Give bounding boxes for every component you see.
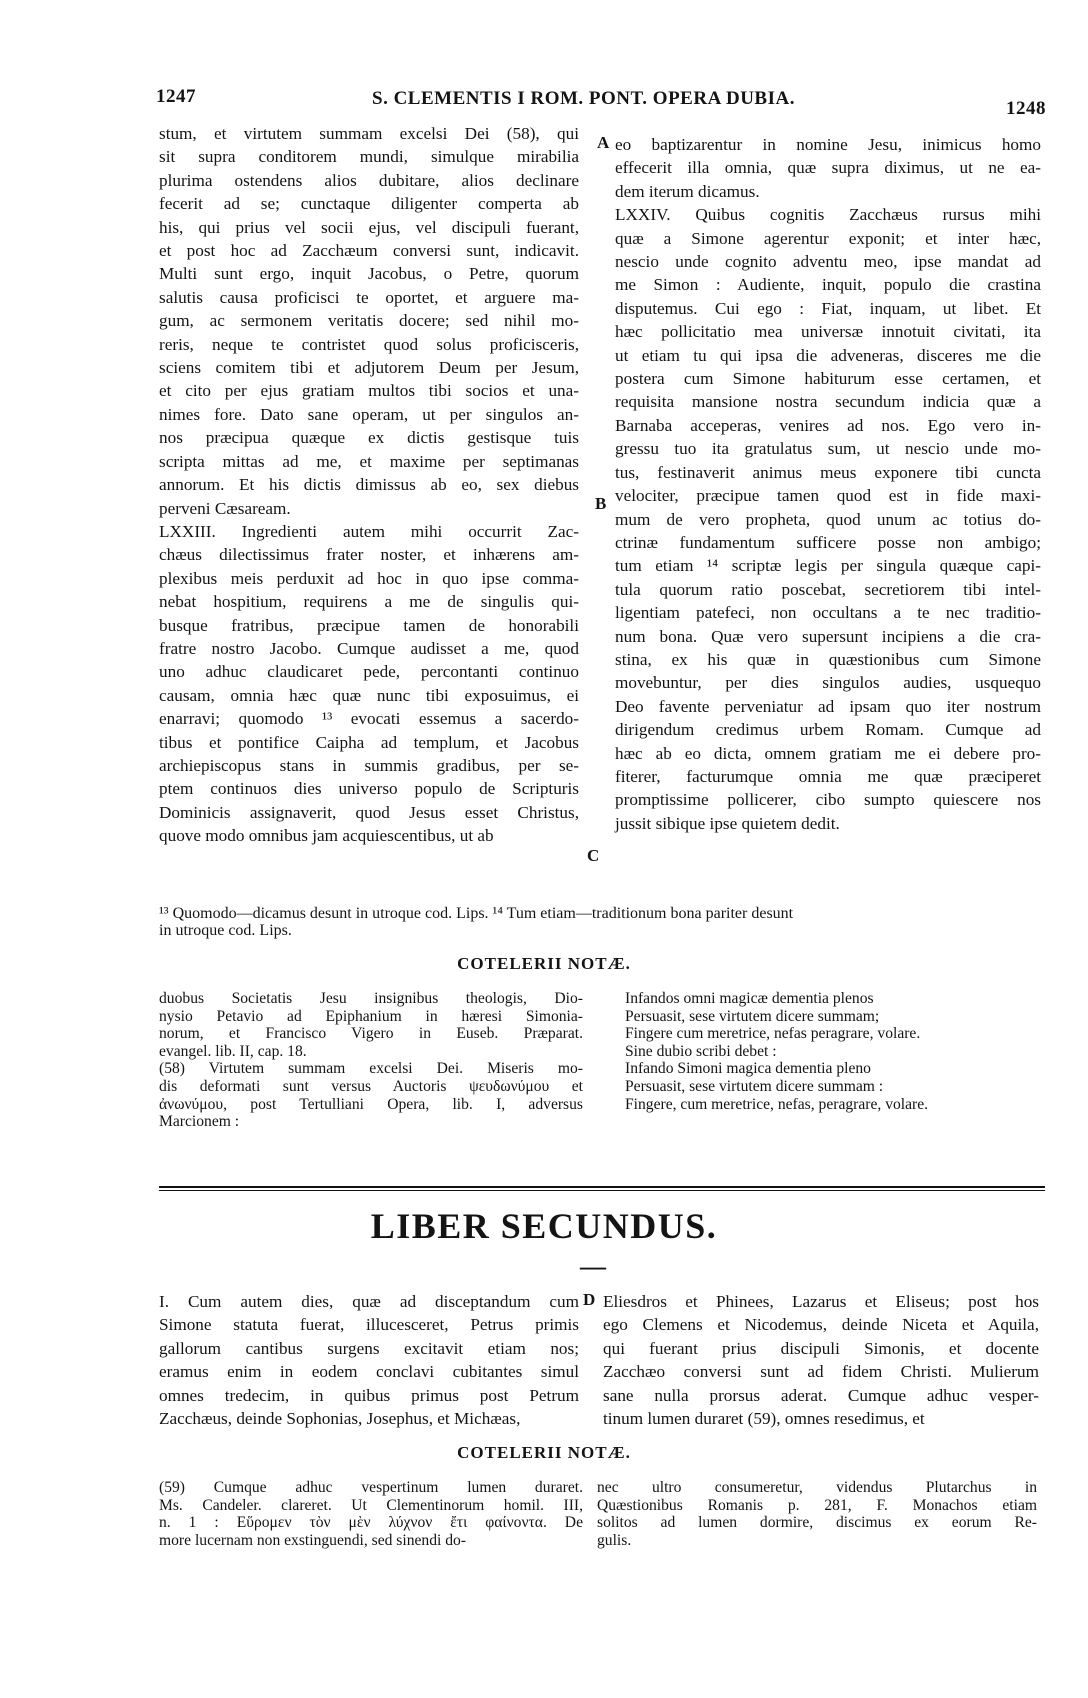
text-line: perveni Cæsaream. <box>159 498 291 518</box>
text-line: disputemus. Cui ego : Fiat, inquam, ut libet. Et <box>615 298 1041 318</box>
text-line: et cito per ejus gratiam multos tibi socios et una- <box>159 381 579 401</box>
notes-title-1: COTELERII NOTÆ. <box>457 954 631 973</box>
text-line: Ms. Candeler. clareret. Ut Clementinorum homil. III, <box>159 1496 583 1514</box>
text-line: gressu tuo ita gratulatus sum, ut nescio unde mo- <box>615 439 1041 459</box>
text-line: effecerit illa omnia, quæ supra diximus, ut ne ea- <box>615 158 1041 178</box>
text-line: n. 1 : Εὕρομεν τὸν μὲν λύχνον ἔτι φαίνοντα. De <box>159 1514 583 1532</box>
text-line: busque fratribus, præcipue tamen de honorabili <box>159 615 579 635</box>
page-number-left: 1247 <box>156 86 196 107</box>
text-line: LXXIII. Ingredienti autem mihi occurrit Zac- <box>159 521 579 541</box>
text-line: ligentiam patefeci, non occultans a te nec traditio- <box>615 603 1041 623</box>
footnote-text-1: ¹³ Quomodo—dicamus desunt in utroque cod. Lips. ¹⁴ Tum etiam—traditionum bona pariter desunt <box>159 905 794 922</box>
text-line: Persuasit, sese virtutem dicere summam; <box>625 1007 880 1025</box>
margin-letter-a: A <box>597 133 610 152</box>
text-line: postera cum Simone habiturum esse certamen, et <box>615 369 1041 389</box>
text-line: plexibus meis perduxit ad hoc in quo ipse comma- <box>159 568 579 588</box>
text-line: movebuntur, per dies singulos audies, usquequo <box>615 673 1041 693</box>
text-line: fecerit ad se; cunctaque diligenter comperta ab <box>159 194 579 214</box>
text-line: annorum. Et his dictis dimissus ab eo, sex diebus <box>159 475 579 495</box>
text-line: (59) Cumque adhuc vespertinum lumen duraret. <box>159 1479 583 1496</box>
text-line: num bona. Quæ vero supersunt incipiens a die cra- <box>615 626 1041 646</box>
text-line: tibus et pontifice Caipha ad templum, et Jacobus <box>159 732 579 752</box>
margin-letter-d: D <box>583 1290 596 1309</box>
text-line: gallorum cantibus surgens excitavit etiam nos; <box>159 1338 579 1358</box>
text-line: gulis. <box>597 1531 632 1549</box>
running-title: S. CLEMENTIS I ROM. PONT. OPERA DUBIA. <box>372 88 795 109</box>
text-line: sane nulla prorsus aderat. Cumque adhuc vesper- <box>603 1385 1039 1405</box>
text-line: Infando Simoni magica dementia pleno <box>625 1060 871 1078</box>
text-line: quove modo omnibus jam acquiescentibus, ut ab <box>159 826 494 846</box>
text-line: nos præcipua quæque ex dictis gestisque tuis <box>159 428 579 448</box>
notes-1-left-column <box>159 990 583 1131</box>
text-line: Quæstionibus Romanis p. 281, F. Monachos etiam <box>597 1496 1037 1514</box>
text-line: chæus dilectissimus frater noster, et inhærens am- <box>159 545 579 565</box>
body-top-right-column <box>615 133 1041 835</box>
body-top-left-column <box>159 122 579 848</box>
text-line: archiepiscopus stans in summis gradibus, per se- <box>159 755 579 775</box>
text-line: Sine dubio scribi debet : <box>625 1042 777 1060</box>
text-line: Zacchæus, deinde Sophonias, Josephus, et Michæas, <box>159 1409 521 1429</box>
text-line: Fingere cum meretrice, nefas peragrare, volare. <box>625 1025 921 1043</box>
text-line: more lucernam non exstinguendi, sed sinendi do- <box>159 1531 467 1549</box>
text-line: ut etiam tu qui ipsa die adveneras, disceres me die <box>615 345 1041 365</box>
text-line: scripta mittas ad me, et maxime per septimanas <box>159 451 579 471</box>
book-title: LIBER SECUNDUS. <box>370 1206 718 1246</box>
text-line: salutis causa proficisci te oportet, et arguere ma- <box>159 287 579 307</box>
notes-title-2: COTELERII NOTÆ. <box>457 1443 631 1462</box>
text-line: hæc ab eo dicta, omnem gratiam me ei debere pro- <box>615 743 1041 763</box>
text-line: his, qui prius vel socii ejus, vel discipuli fuerant, <box>159 217 579 237</box>
text-line: Dominicis assignaverit, quod Jesus esset Christus, <box>159 802 579 822</box>
text-line: stum, et virtutem summam excelsi Dei (58), qui <box>159 124 579 143</box>
text-line: promptissime pollicerer, cibo sumpto quiescere nos <box>615 790 1041 810</box>
text-line: norum, et Francisco Vigero in Euseb. Præparat. <box>159 1025 583 1043</box>
text-line: tula quorum ratio poscebat, secretiorem tibi intel- <box>615 579 1041 599</box>
text-line: quæ a Simone agerentur exponit; et inter hæc, <box>615 228 1041 248</box>
text-line: Zacchæo conversi sunt ad fidem Christi. Mulierum <box>603 1362 1039 1382</box>
notes-1-right-column <box>625 990 1045 1113</box>
notes-2-left-column <box>159 1479 583 1549</box>
text-line: nescio unde cognito adventu meo, ipse mandat ad <box>615 252 1041 272</box>
text-line: nysio Petavio ad Epiphanium in hæresi Simonia- <box>159 1007 583 1025</box>
body-bottom-right-column <box>603 1290 1039 1430</box>
text-line: dem iterum dicamus. <box>615 181 760 201</box>
text-line: reris, neque te contristet quod solus proficisceris, <box>159 334 579 354</box>
text-line: hæc pollicitatio mea universæ innotuit civitati, ita <box>615 322 1041 342</box>
text-line: plurima ostendens alios dubitare, alios declinare <box>159 170 579 190</box>
text-line: Marcionem : <box>159 1113 240 1131</box>
text-line: sciens comitem tibi et adjutorem Deum per Jesum, <box>159 358 579 378</box>
text-line: jussit sibique ipse quietem dedit. <box>615 813 840 833</box>
margin-letter-c: C <box>587 846 600 865</box>
text-line: sit supra conditorem mundi, simulque mirabilia <box>159 147 579 167</box>
text-line: LXXIV. Quibus cognitis Zacchæus rursus mihi <box>615 205 1041 225</box>
text-line: ptem continuos dies universo populo de Scripturis <box>159 779 579 799</box>
text-line: stina, ex his quæ in quæstionibus cum Simone <box>615 649 1041 669</box>
text-line: nimes fore. Dato sane operam, ut per singulos an- <box>159 404 579 424</box>
text-line: mum de vero propheta, quod unum ac totius do- <box>615 509 1041 529</box>
text-line: et post hoc ad Zacchæum conversi sunt, indicavit. <box>159 241 579 261</box>
text-line: velociter, præcipue tamen quod est in fide maxi- <box>615 486 1041 506</box>
text-line: eo baptizarentur in nomine Jesu, inimicus homo <box>615 135 1041 154</box>
body-bottom-left-column <box>159 1290 579 1430</box>
text-line: Infandos omni magicæ dementia plenos <box>625 990 874 1007</box>
text-line: nebat hospitium, requirens a me de singulis qui- <box>159 592 579 612</box>
footnote-line-1 <box>159 905 1039 923</box>
title-dash: — <box>580 1252 606 1281</box>
text-line: ἀνωνύμου, post Tertulliani Opera, lib. I, adversus <box>159 1095 583 1113</box>
text-line: Barnaba acceperas, venires ad nos. Ego vero in- <box>615 415 1041 435</box>
text-line: ctrinæ fundamentum sufficere posse non ambigo; <box>615 532 1041 552</box>
text-line: Fingere, cum meretrice, nefas, peragrare, volare. <box>625 1095 929 1113</box>
page-number-right: 1248 <box>1006 98 1046 119</box>
text-line: qui fuerant prius discipuli Simonis, et docente <box>603 1338 1039 1358</box>
text-line: eramus enim in eodem conclavi cubitantes simul <box>159 1362 579 1382</box>
text-line: fratre nostro Jacobo. Cumque audisset a me, quod <box>159 638 579 658</box>
text-line: (58) Virtutem summam excelsi Dei. Miseris mo- <box>159 1060 583 1078</box>
text-line: solitos ad lumen dormire, discimus ex eorum Re- <box>597 1514 1037 1532</box>
text-line: evangel. lib. II, cap. 18. <box>159 1042 307 1060</box>
text-line: me Simon : Audiente, inquit, populo die crastina <box>615 275 1041 295</box>
text-line: I. Cum autem dies, quæ ad disceptandum cum <box>159 1292 579 1311</box>
text-line: dirigendum credimus urbem Romam. Cumque ad <box>615 720 1041 740</box>
footnote-line-2: in utroque cod. Lips. <box>159 922 292 939</box>
text-line: Persuasit, sese virtutem dicere summam : <box>625 1077 884 1095</box>
text-line: tinum lumen duraret (59), omnes resedimus, et <box>603 1409 925 1429</box>
text-line: tus, festinaverit animus meus exponere tibi cuncta <box>615 462 1041 482</box>
text-line: dis deformati sunt versus Auctoris ψευδωνύμου et <box>159 1077 583 1095</box>
text-line: Multi sunt ergo, inquit Jacobus, o Petre, quorum <box>159 264 579 284</box>
text-line: omnes tredecim, in quibus primus post Petrum <box>159 1385 579 1405</box>
section-divider <box>159 1186 1045 1188</box>
margin-letter-b: B <box>595 494 607 513</box>
text-line: duobus Societatis Jesu insignibus theologis, Dio- <box>159 990 583 1007</box>
text-line: fiterer, facturumque omnia me quæ præciperet <box>615 766 1041 786</box>
text-line: Simone statuta fuerat, illucesceret, Petrus primis <box>159 1315 579 1335</box>
text-line: tum etiam ¹⁴ scriptæ legis per singula quæque capi- <box>615 556 1041 576</box>
text-line: enarravi; quomodo ¹³ evocati essemus a sacerdo- <box>159 709 579 729</box>
text-line: gum, ac sermonem veritatis docere; sed nihil mo- <box>159 311 579 331</box>
text-line: causam, omnia hæc quæ nunc tibi exposuimus, ei <box>159 685 579 705</box>
text-line: requisita mansione nostra secundum indicia quæ a <box>615 392 1041 412</box>
text-line: Deo favente perveniatur ad ipsam quo iter nostrum <box>615 696 1041 716</box>
section-divider-thin <box>159 1190 1045 1191</box>
text-line: nec ultro consumeretur, videndus Plutarchus in <box>597 1479 1037 1496</box>
text-line: ego Clemens et Nicodemus, deinde Niceta et Aquila, <box>603 1315 1039 1335</box>
text-line: uno adhuc claudicaret pede, percontanti continuo <box>159 662 579 682</box>
notes-2-right-column <box>597 1479 1037 1549</box>
text-line: Eliesdros et Phinees, Lazarus et Eliseus; post hos <box>603 1292 1039 1311</box>
